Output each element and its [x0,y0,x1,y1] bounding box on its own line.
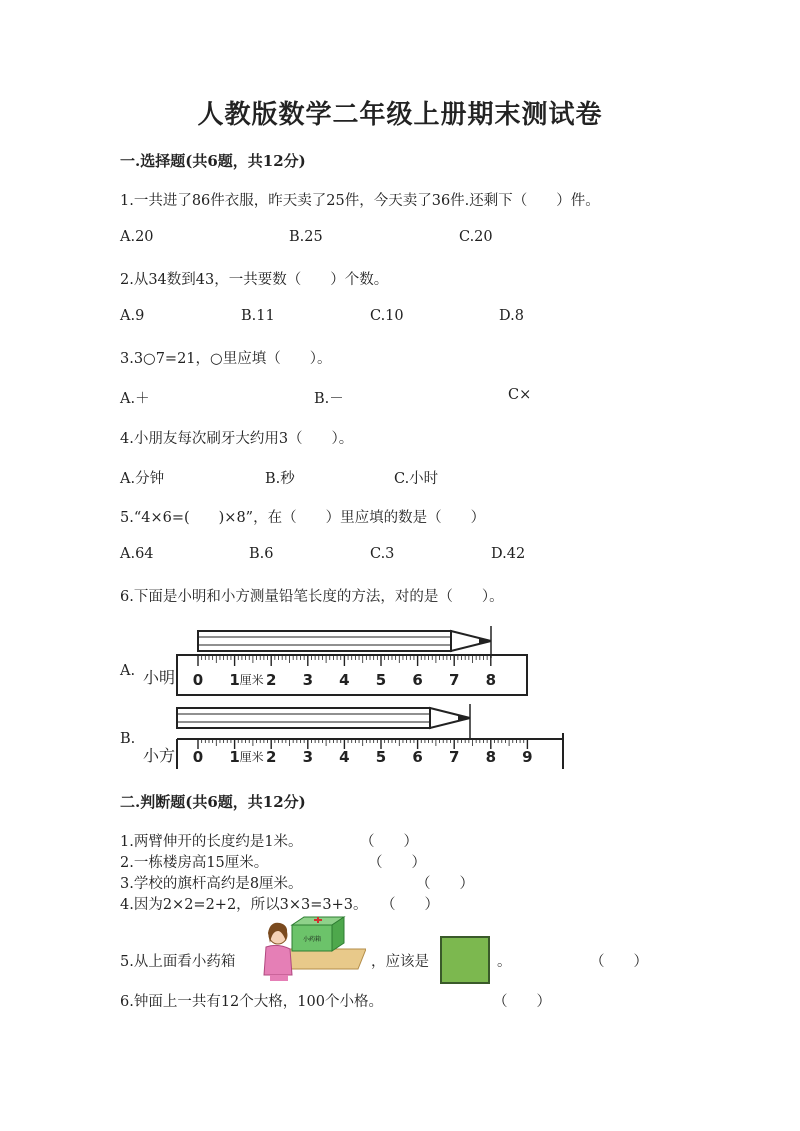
ruler-a-tick-label: 8 [485,671,497,689]
ruler-b-tick-label: 5 [375,748,387,766]
question-4: 4.小朋友每次刷牙大约用3（ ）。 [120,431,354,447]
option-2d: D.8 [499,308,524,324]
medicine-box-label: 小药箱 [302,936,322,943]
girl-with-medicine-box-illustration [262,913,366,981]
judge-6: 6.钟面上一共有12个大格，100个小格。 [120,994,383,1010]
ruler-a-tick-label: 3 [302,671,314,689]
option-1b: B.25 [289,229,323,245]
ruler-b-tick-label: 9 [522,748,533,766]
ruler-a-tick-label: 2 [265,671,277,689]
top-view-square [440,936,490,984]
question-1: 1.一共进了86件衣服，昨天卖了25件，今天卖了36件.还剩下（ ）件。 [120,193,600,209]
judge-1-paren: （ ） [360,834,418,850]
judge-4: 4.因为2×2=2+2，所以3×3=3+3。 [120,897,368,913]
option-5a: A.64 [120,546,154,562]
option-2a: A.9 [120,308,145,324]
option-3b: B.－ [314,391,344,407]
ruler-b-tick-label: 4 [339,748,350,766]
question-3: 3.3○7=21，○里应填（ ）。 [120,351,332,367]
ruler-b-tick-label: 8 [485,748,497,766]
judge-5: 5.从上面看小药箱 [120,954,236,970]
option-3c: C× [508,387,532,403]
ruler-a-tick-label: 0 [192,671,204,689]
pencil-a [198,631,491,651]
ruler-b-tick-label: 6 [412,748,423,766]
section-heading-judge: 二.判断题(共6题，共12分) [120,793,306,811]
page-title: 人教版数学二年级上册期末测试卷 [197,100,603,130]
ruler-a-tick-label: 7 [448,671,460,689]
ruler-b-unit-label: 厘米 [239,750,264,764]
option-4b: B.秒 [265,471,295,487]
option-3a: A.＋ [120,391,150,407]
ruler-figure [135,620,575,775]
ruler-a-tick-label: 4 [339,671,350,689]
option-4c: C.小时 [394,471,439,487]
judge-6-paren: （ ） [493,994,551,1010]
judge-2-paren: （ ） [368,855,426,871]
ruler-a-tick-label: 6 [412,671,423,689]
option-6b: B. [120,731,136,747]
pencil-b [177,708,470,728]
judge-4-paren: （ ） [381,897,439,913]
ruler-b-name: 小方 [143,746,176,765]
option-1c: C.20 [459,229,493,245]
ruler-b-tick-label: 0 [192,748,204,766]
ruler-a-name: 小明 [143,668,176,687]
option-4a: A.分钟 [120,471,165,487]
ruler-a-tick-label: 1 [229,671,240,689]
judge-5-paren: （ ） [590,954,648,970]
judge-2: 2.一栋楼房高15厘米。 [120,855,269,871]
option-2b: B.11 [241,308,275,324]
judge-5-end: 。 [497,954,512,970]
section-heading-choice: 一.选择题(共6题，共12分) [120,152,306,170]
option-2c: C.10 [370,308,404,324]
ruler-b-tick-label: 7 [448,748,460,766]
option-5c: C.3 [370,546,395,562]
option-5b: B.6 [249,546,274,562]
ruler-a-tick-label: 5 [375,671,387,689]
option-1a: A.20 [120,229,154,245]
judge-3-paren: （ ） [416,876,474,892]
ruler-b-tick-label: 1 [229,748,240,766]
question-5: 5.“4×6=( )×8”，在（ ）里应填的数是（ ） [120,510,486,526]
question-6: 6.下面是小明和小方测量铅笔长度的方法，对的是（ ）。 [120,589,504,605]
question-2: 2.从34数到43，一共要数（ ）个数。 [120,272,389,288]
judge-3: 3.学校的旗杆高约是8厘米。 [120,876,303,892]
option-6a: A. [120,663,136,679]
option-5d: D.42 [491,546,526,562]
judge-5-mid: ，应该是 [371,954,429,970]
judge-1: 1.两臂伸开的长度约是1米。 [120,834,303,850]
ruler-a-unit-label: 厘米 [239,673,264,687]
ruler-b-tick-label: 2 [265,748,277,766]
ruler-b-tick-label: 3 [302,748,314,766]
